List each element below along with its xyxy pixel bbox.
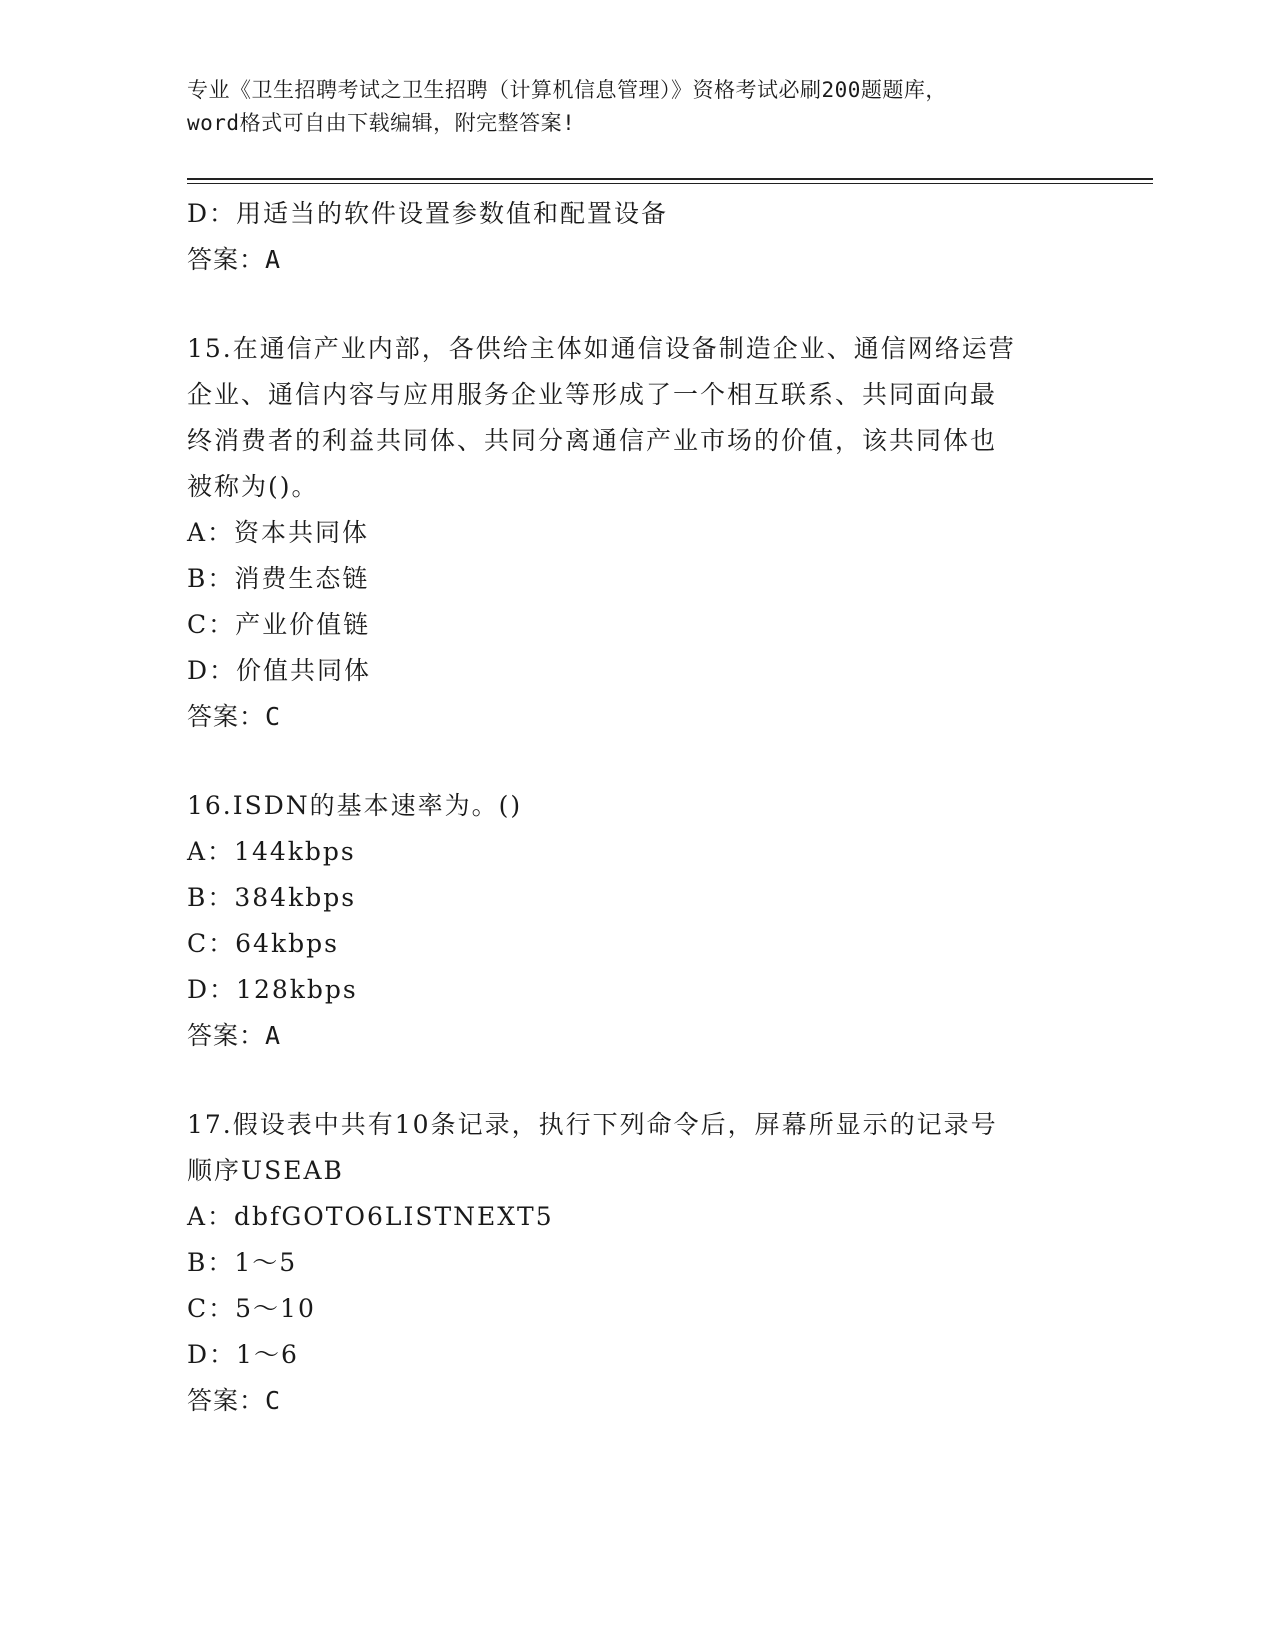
answer: 答案：A bbox=[187, 245, 282, 274]
question-text-line: 企业、通信内容与应用服务企业等形成了一个相互联系、共同面向最 bbox=[187, 380, 998, 409]
document-body bbox=[187, 191, 1087, 1424]
option-d: D：128kbps bbox=[187, 975, 358, 1004]
option-b: B：消费生态链 bbox=[187, 564, 370, 593]
option-d: D：价值共同体 bbox=[187, 656, 372, 685]
question-text-line: 15.在通信产业内部，各供给主体如通信设备制造企业、通信网络运营 bbox=[187, 334, 1016, 363]
option-a: A：资本共同体 bbox=[187, 518, 370, 547]
document-header bbox=[187, 74, 1087, 140]
option-b: B：384kbps bbox=[187, 883, 357, 912]
answer: 答案：C bbox=[187, 1386, 282, 1415]
option-a: A：144kbps bbox=[187, 837, 356, 866]
question-block bbox=[187, 326, 1087, 740]
option-a: A：dbfGOTO6LISTNEXT5 bbox=[187, 1202, 554, 1231]
option-c: C：64kbps bbox=[187, 929, 339, 958]
question-text-line: 顺序USEAB bbox=[187, 1156, 344, 1185]
answer: 答案：A bbox=[187, 1021, 282, 1050]
question-text-line: 被称为()。 bbox=[187, 472, 319, 501]
option-c: C：5～10 bbox=[187, 1294, 316, 1323]
question-text-line: 16.ISDN的基本速率为。() bbox=[187, 791, 523, 820]
header-line-1: 专业《卫生招聘考试之卫生招聘（计算机信息管理）》资格考试必刷200题题库， bbox=[187, 78, 947, 102]
option-c: C：产业价值链 bbox=[187, 610, 371, 639]
option-d: D：用适当的软件设置参数值和配置设备 bbox=[187, 199, 669, 228]
question-block bbox=[187, 783, 1087, 1059]
option-d: D：1～6 bbox=[187, 1340, 299, 1369]
answer: 答案：C bbox=[187, 702, 282, 731]
header-rule-top bbox=[187, 178, 1153, 180]
question-text-line: 17.假设表中共有10条记录，执行下列命令后，屏幕所显示的记录号 bbox=[187, 1110, 998, 1139]
header-line-2: word格式可自由下载编辑，附完整答案! bbox=[187, 111, 576, 135]
question-text-line: 终消费者的利益共同体、共同分离通信产业市场的价值，该共同体也 bbox=[187, 426, 998, 455]
option-b: B：1～5 bbox=[187, 1248, 298, 1277]
header-rule-bottom bbox=[187, 183, 1153, 184]
question-block bbox=[187, 1102, 1087, 1424]
